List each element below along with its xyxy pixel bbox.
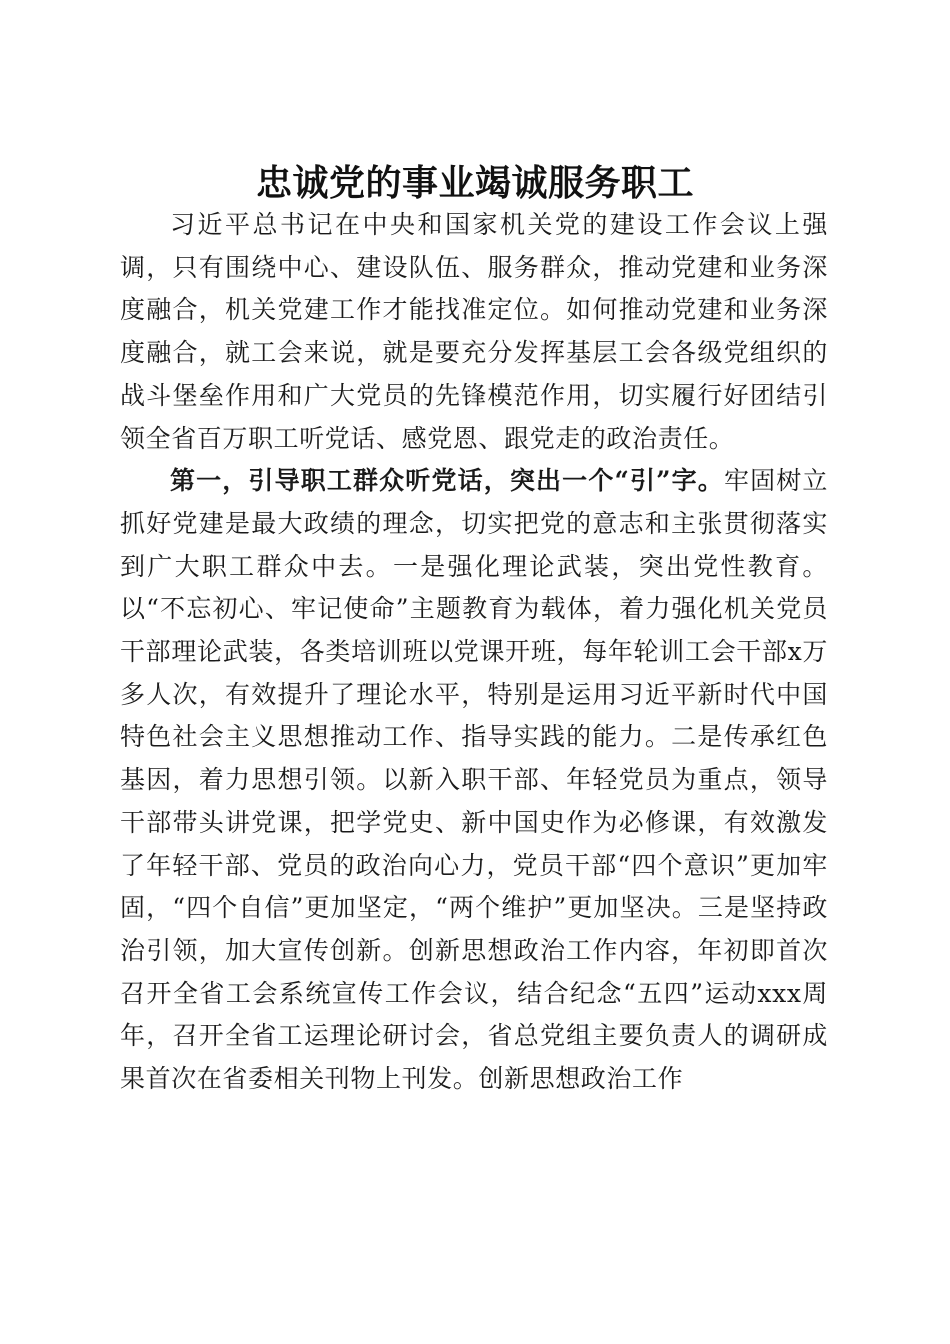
paragraph-2-text: 牢固树立抓好党建是最大政绩的理念，切实把党的意志和主张贯彻落实到广大职工群众中去。一是强化理论武装，突出党性教育。以“不忘初心、牢记使命”主题教育为载体，着力强化机关党员干部理论武装，各类培训班以党课开班，每年轮训工会干部x万多人次，有效提升了理论水平，特别是运用习近平新时代中国特色社会主义思想推动工作、指导实践的能力。二是传承红色基因，着力思想引领。以新入职干部、年轻党员为重点，领导干部带头讲党课，把学党史、新中国史作为必修课，有效激发了年轻干部、党员的政治向心力，党员干部“四个意识”更加牢固，“四个自信”更加坚定，“两个维护”更加坚决。三是坚持政治引领，加大宣传创新。创新思想政治工作内容，年初即首次召开全省工会系统宣传工作会议，结合纪念“五四”运动xxx周年，召开全省工运理论研讨会，省总党组主要负责人的调研成果首次在省委相关刊物上刊发。创新思想政治工作 <box>120 466 828 1094</box>
body-paragraph-2 <box>120 460 828 1101</box>
body-paragraph-1 <box>120 204 828 460</box>
document-title: 忠诚党的事业竭诚服务职工 <box>255 163 694 205</box>
document-body <box>120 204 828 1101</box>
paragraph-1-text: 习近平总书记在中央和国家机关党的建设工作会议上强调，只有围绕中心、建设队伍、服务群众，推动党建和业务深度融合，机关党建工作才能找准定位。如何推动党建和业务深度融合，就工会来说，就是要充分发挥基层工会各级党组织的战斗堡垒作用和广大党员的先锋模范作用，切实履行好团结引领全省百万职工听党话、感党恩、跟党走的政治责任。 <box>120 210 828 453</box>
paragraph-2-lead: 第一，引导职工群众听党话，突出一个“引”字。 <box>170 466 724 496</box>
